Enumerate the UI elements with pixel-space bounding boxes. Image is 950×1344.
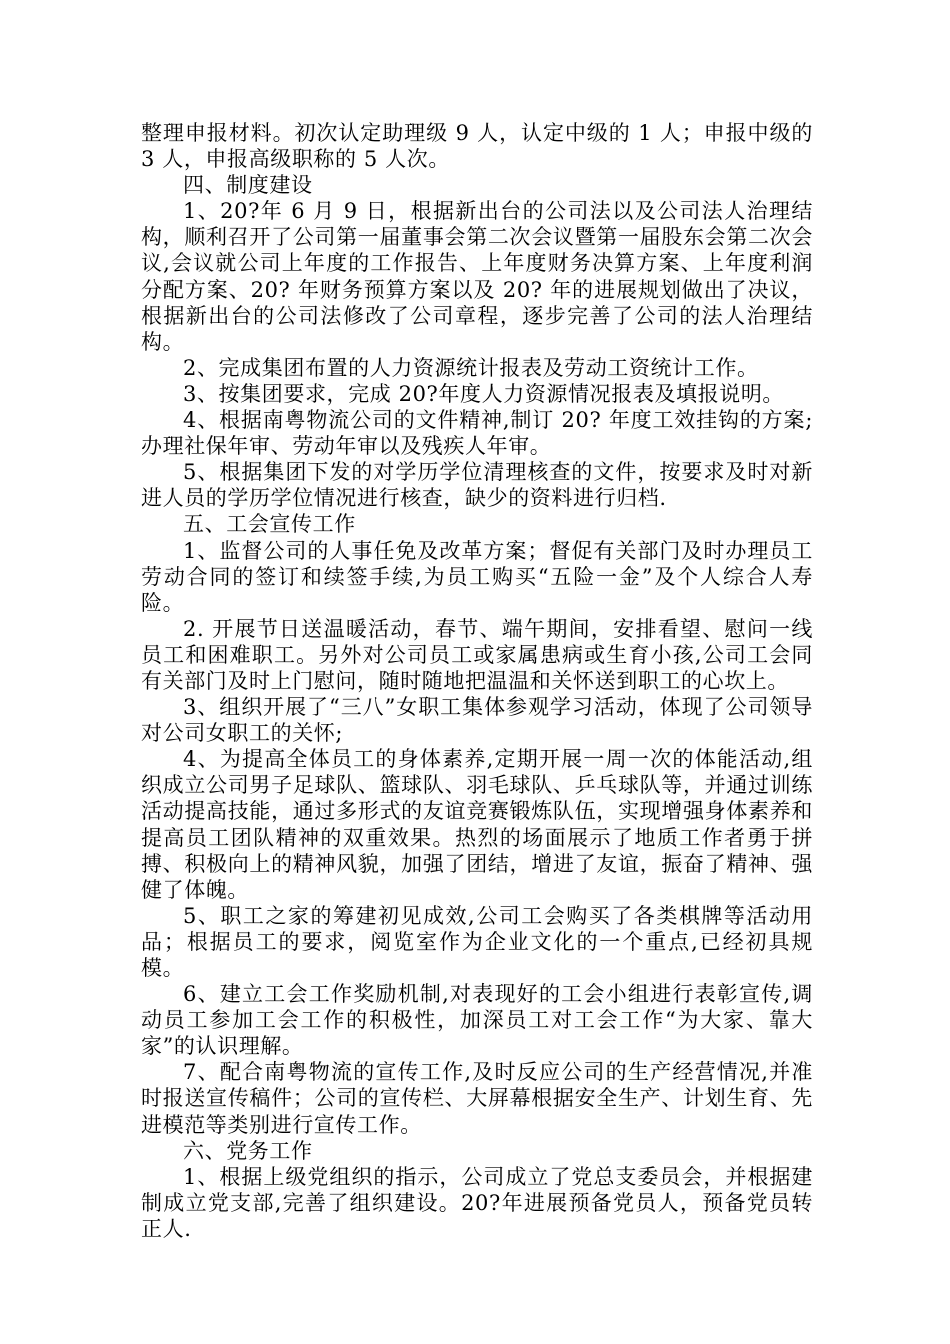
paragraph: 1、监督公司的人事任免及改革方案；督促有关部门及时办理员工劳动合同的签订和续签手续,为员工购买“五险一金”及个人综合人寿险。 xyxy=(141,538,813,615)
paragraph: 3、按集团要求，完成 20?年度人力资源情况报表及填报说明。 xyxy=(183,381,785,406)
section-heading-5: 五、工会宣传工作 xyxy=(183,512,356,537)
paragraph-continuation: 整理申报材料。初次认定助理级 9 人，认定中级的 1 人；申报中级的 3 人，申报高级职称的 5 人次。 xyxy=(141,121,813,172)
paragraph: 5、职工之家的筹建初见成效,公司工会购买了各类棋牌等活动用品；根据员工的要求，阅览室作为企业文化的一个重点,已经初具规模。 xyxy=(141,903,813,980)
section-heading-4: 四、制度建设 xyxy=(183,173,313,198)
paragraph: 4、根据南粤物流公司的文件精神,制订 20? 年度工效挂钩的方案; 办理社保年审、劳动年审以及残疾人年审。 xyxy=(141,408,813,459)
document-page xyxy=(141,120,813,1242)
paragraph: 4、为提高全体员工的身体素养,定期开展一周一次的体能活动,组织成立公司男子足球队、篮球队、羽毛球队、乒乓球队等，并通过训练活动提高技能，通过多形式的友谊竞赛锻炼队伍，实现增强身体素养和提高员工团队精神的双重效果。热烈的场面展示了地质工作者勇于拼搏、积极向上的精神风貌，加强了团结，增进了友谊，振奋了精神、强健了体魄。 xyxy=(141,747,813,902)
paragraph: 2. 开展节日送温暖活动，春节、端午期间，安排看望、慰问一线员工和困难职工。另外对公司员工或家属患病或生育小孩,公司工会同有关部门及时上门慰问，随时随地把温温和关怀送到职工的心坎上。 xyxy=(141,616,813,693)
paragraph: 1、20?年 6 月 9 日，根据新出台的公司法以及公司法人治理结构，顺利召开了公司第一届董事会第二次会议暨第一届股东会第二次会议,会议就公司上年度的工作报告、上年度财务决算方案、上年度利润分配方案、20? 年财务预算方案以及 20? 年的进展规划做出了决议，根据新出台的公司法修改了公司章程，逐步完善了公司的法人治理结构。 xyxy=(141,199,813,354)
section-heading-6: 六、党务工作 xyxy=(183,1138,313,1163)
paragraph: 7、配合南粤物流的宣传工作,及时反应公司的生产经营情况,并准时报送宣传稿件；公司的宣传栏、大屏幕根据安全生产、计划生育、先进模范等类别进行宣传工作。 xyxy=(141,1060,813,1137)
paragraph: 6、建立工会工作奖励机制,对表现好的工会小组进行表彰宣传,调动员工参加工会工作的积极性，加深员工对工会工作“为大家、靠大家”的认识理解。 xyxy=(141,982,813,1059)
paragraph: 1、根据上级党组织的指示，公司成立了党总支委员会，并根据建制成立党支部,完善了组织建设。20?年进展预备党员人，预备党员转正人. xyxy=(141,1164,813,1241)
paragraph: 3、组织开展了“三八”女职工集体参观学习活动，体现了公司领导对公司女职工的关怀; xyxy=(141,695,813,746)
paragraph: 5、根据集团下发的对学历学位清理核查的文件，按要求及时对新进人员的学历学位情况进行核查，缺少的资料进行归档. xyxy=(141,460,813,511)
paragraph: 2、完成集团布置的人力资源统计报表及劳动工资统计工作。 xyxy=(183,355,759,380)
